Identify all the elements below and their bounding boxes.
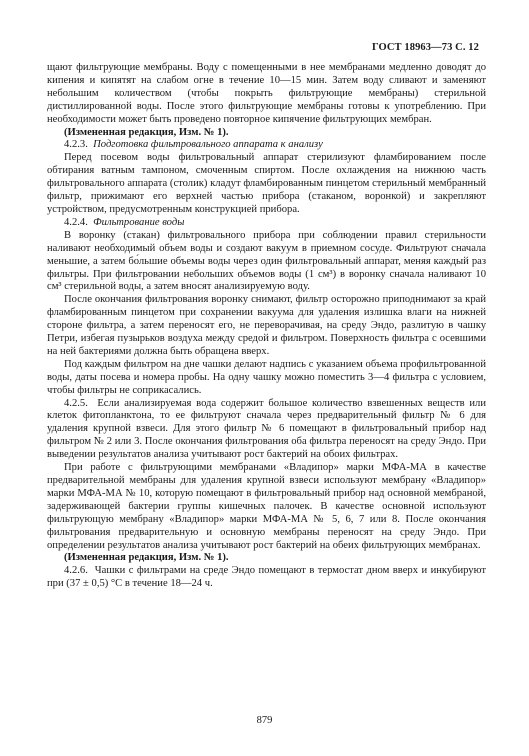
section-number: 4.2.5.: [64, 397, 88, 409]
section-title: Фильтрование воды: [93, 216, 185, 228]
section-text: Если анализируемая вода содержит большое количество взвешенных веществ или клеток фитопланктона, то ее фильтруют сначала через предварительный фильтр № 6 для удаления крупной взвеси. Для этого фильтр № 6 помещают в фильтровальный прибор над фильтром № 2 или 3. После окончания фильтрования оба фильтра переносят на среду Эндо. При выведении результатов анализа учитывают рост бактерий на обоих фильтрах.: [47, 397, 486, 461]
page-header: ГОСТ 18963—73 С. 12: [371, 42, 479, 53]
amendment-note: (Измененная редакция, Изм. № 1).: [64, 552, 229, 564]
paragraph: Под каждым фильтром на дне чашки делают надпись с указанием объема профильтрованной воды, даты посева и номера пробы. На одну чашку можно поместить 3—4 фильтра с условием, чтобы фильтры не соприкасались.: [47, 358, 486, 396]
body-text: [47, 62, 486, 591]
section-heading-4-2-3: [47, 139, 486, 152]
paragraph: При работе с фильтрующими мембранами «Владипор» марки МФА-МА в качестве предварительной мембраны для удаления крупной взвеси используют мембрану «Владипор» марки МФА-МА № 10, которую помещают в фильтровальный прибор над основной мембраной, задерживающей бактерии группы кишечных палочек. В качестве основной используют фильтрующую мембрану «Владипор» марки МФА-МА № 5, 6, 7 или 8. После окончания фильтрования предварительную и основную мембраны переносят на среду Эндо. При определении результатов анализа учитывают рост бактерий на обеих фильтрующих мембранах.: [47, 462, 486, 551]
section-4-2-5: [47, 398, 486, 463]
paragraph: После окончания фильтрования воронку снимают, фильтр осторожно приподнимают за край фламбированным пинцетом при сохранении вакуума для удаления излишка влаги на нижней стороне фильтра, а затем переносят его, не переворачивая, на среду Эндо, разлитую в чашку Петри, избегая пузырьков воздуха между средой и фильтром. Поверхность фильтра с осевшими на ней бактериями должна быть обращена вверх.: [47, 294, 486, 357]
paragraph-continuation: щают фильтрующие мембраны. Воду с помещенными в нее мембранами медленно доводят до кипения и кипятят на слабом огне в течение 10—15 мин. Затем воду сливают и заменяют небольшим количеством (чтобы покрыть фильтрующие мембраны) стерильной дистиллированной воды. После этого фильтрующие мембраны готовы к употреблению. При необходимости может быть проведено повторное кипячение фильтрующих мембран.: [47, 62, 486, 125]
amendment-note: (Измененная редакция, Изм. № 1).: [64, 126, 229, 138]
section-heading-4-2-4: [47, 217, 486, 230]
page-number: 879: [256, 715, 273, 726]
section-title: Подготовка фильтровального аппарата к анализу: [93, 139, 323, 151]
paragraph: В воронку (стакан) фильтровального прибора при соблюдении правил стерильности наливают необходимый объем воды и создают вакуум в приемном сосуде. Фильтруют сначала меньшие, а затем бо́льшие объемы воды через один фильтровальный аппарат, меняя каждый раз фильтры. При фильтровании небольших объемов воды (1 см³) в воронку сначала наливают 10 см³ стерильной воды, а затем вносят анализируемую воду.: [47, 229, 486, 293]
section-number: 4.2.6.: [64, 565, 88, 577]
section-4-2-6: [47, 565, 486, 591]
section-number: 4.2.3.: [64, 139, 88, 151]
section-number: 4.2.4.: [64, 216, 88, 228]
paragraph: Перед посевом воды фильтровальный аппарат стерилизуют фламбированием после обтирания ватным тампоном, смоченным спиртом. После охлаждения на нижнюю часть фильтровального аппарата (столик) кладут фламбированным пинцетом стерильный мембранный фильтр, прижимают его верхней частью прибора (стаканом, воронкой) и закрепляют устройством, предусмотренным конструкцией прибора.: [47, 152, 486, 215]
section-text: Чашки с фильтрами на среде Эндо помещают в термостат дном вверх и инкубируют при (37 ± 0,5) °С в течение 18—24 ч.: [47, 565, 486, 590]
